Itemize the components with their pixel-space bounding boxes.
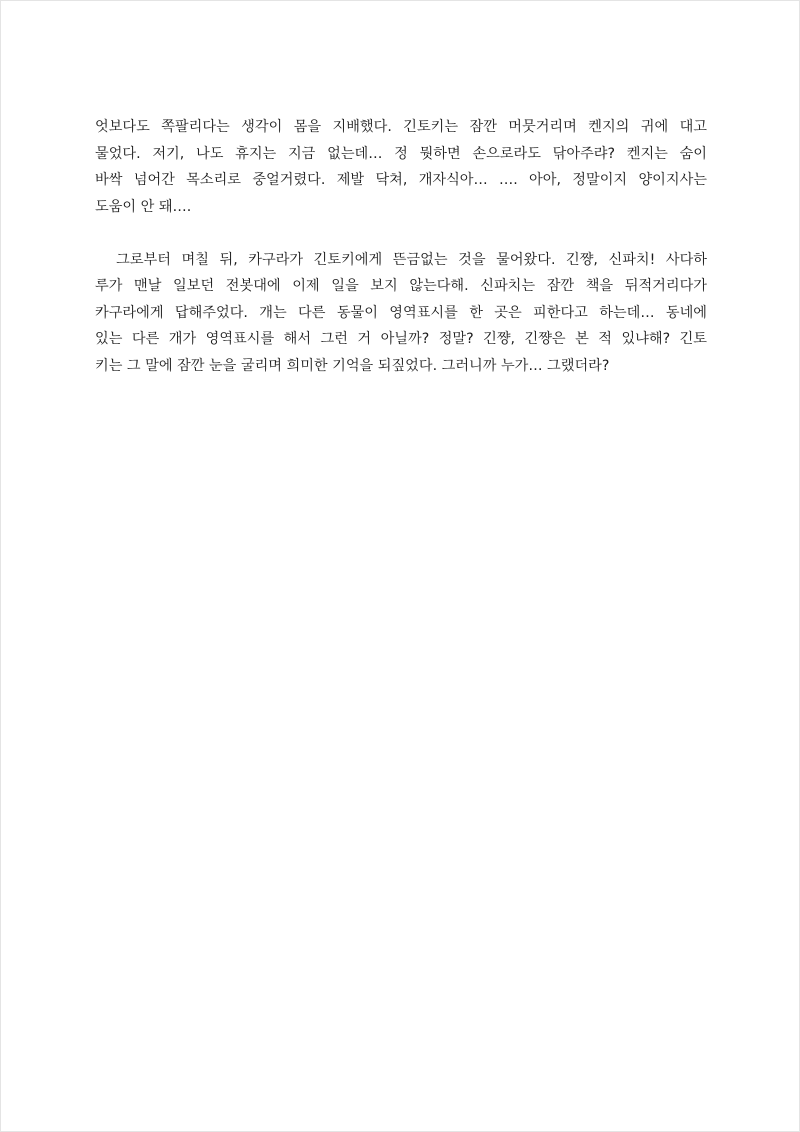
paragraph-1	[95, 114, 707, 220]
text-line: 바싹 넘어간 목소리로 중얼거렸다. 제발 닥쳐, 개자식아… …. 아아, 정말이지 양이지사는	[95, 172, 707, 188]
text-line: 있는 다른 개가 영역표시를 해서 그런 거 아닐까? 정말? 긴쨩, 긴쨩은 본 적 있냐해? 긴토	[95, 331, 707, 347]
text-line: 키는 그 말에 잠깐 눈을 굴리며 희미한 기억을 되짚었다. 그러니까 누가… 그랬더라?	[95, 357, 610, 374]
paragraph-2	[95, 247, 707, 380]
text-line: 카구라에게 답해주었다. 개는 다른 동물이 영역표시를 한 곳은 피한다고 하는데… 동네에	[95, 304, 707, 321]
paragraph-spacer	[95, 220, 707, 247]
document-body	[95, 114, 707, 379]
text-line: 엇보다도 쪽팔리다는 생각이 몸을 지배했다. 긴토키는 잠깐 머뭇거리며 켄지의 귀에 대고	[95, 119, 707, 135]
text-line: 그로부터 며칠 뒤, 카구라가 긴토키에게 뜬금없는 것을 물어왔다. 긴쨩, 신파치! 사다하	[95, 251, 707, 268]
text-line: 물었다. 저기, 나도 휴지는 지금 없는데… 정 뭣하면 손으로라도 닦아주랴? 켄지는 숨이	[95, 145, 707, 162]
text-line: 도움이 안 돼….	[95, 198, 192, 215]
text-line: 루가 맨날 일보던 전봇대에 이제 일을 보지 않는다해. 신파치는 잠깐 책을 뒤적거리다가	[95, 278, 707, 294]
